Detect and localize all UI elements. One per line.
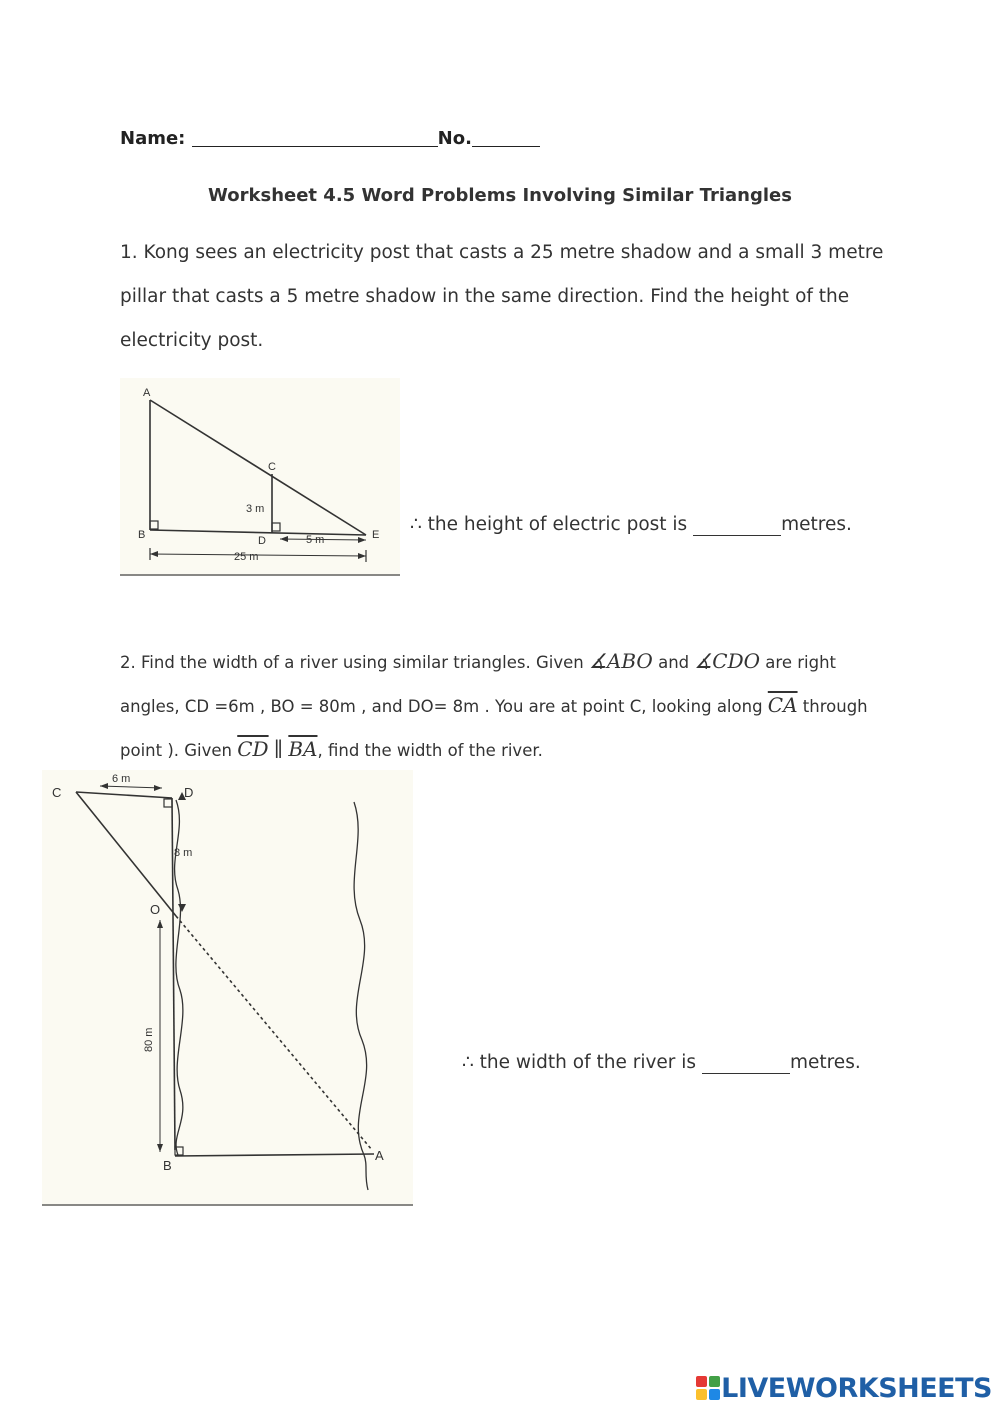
fig2-label-a: A: [375, 1148, 384, 1163]
number-label: No.: [437, 128, 472, 149]
logo-text: LIVEWORKSHEETS: [721, 1372, 992, 1404]
fig2-dim-8m: 8 m: [174, 847, 193, 859]
right-angle-b: [150, 521, 158, 529]
fig2-label-b: B: [163, 1158, 172, 1173]
angle-abo: ∡ABO: [588, 649, 653, 673]
ba-line: [175, 1154, 374, 1156]
logo-grid-icon: [695, 1375, 721, 1401]
q2-answer-prefix: ∴ the width of the river is: [462, 1052, 697, 1073]
river-triangle-figure: [42, 770, 413, 1206]
q2-line1-text-a: 2. Find the width of a river using similar triangles. Given: [120, 653, 584, 672]
q2-answer-suffix: metres.: [789, 1052, 861, 1073]
fig1-dim-5m: 5 m: [306, 534, 325, 546]
fig1-dim-25m: 25 m: [234, 551, 259, 563]
oa-sight-line: [176, 916, 372, 1150]
segment-cd: $\overline{CD}$: [237, 737, 269, 761]
q2-answer-line: [462, 1052, 861, 1074]
q2-line-1: [120, 640, 900, 684]
question-1-text: [120, 231, 900, 363]
fig1-label-a: A: [143, 387, 151, 399]
dim-6m-line: [100, 786, 162, 788]
fig2-dim-6m: 6 m: [112, 773, 131, 785]
q2-line1-text-b: and: [658, 653, 690, 672]
q1-answer-input[interactable]: [693, 517, 781, 536]
right-angle-d: [272, 523, 280, 531]
segment-ba: $\overline{BA}$: [288, 737, 318, 761]
q1-answer-line: [410, 514, 852, 536]
name-label: Name:: [120, 128, 186, 149]
q1-answer-prefix: ∴ the height of electric post is: [410, 514, 688, 535]
worksheet-title: Worksheet 4.5 Word Problems Involving Similar Triangles: [208, 185, 792, 206]
q2-line-3: [120, 728, 900, 772]
q2-line2-text-a: angles, CD =6m , BO = 80m , and DO= 8m . You are at point C, looking along: [120, 697, 763, 716]
fig1-label-b: B: [138, 529, 146, 541]
parallel-symbol: ∥: [273, 737, 284, 761]
q1-answer-suffix: metres.: [781, 514, 852, 535]
name-blank: [192, 128, 438, 147]
fig1-label-d: D: [258, 535, 266, 547]
q2-line-2: [120, 684, 900, 728]
far-river-bank: [354, 802, 368, 1190]
fig1-dim-3m: 3 m: [246, 503, 265, 515]
q1-line-1: 1. Kong sees an electricity post that casts a 25 metre shadow and a small 3 metre: [120, 242, 884, 263]
number-blank: [472, 128, 540, 147]
fig2-dim-80m: 80 m: [143, 1027, 155, 1052]
shadow-triangle-figure: [120, 378, 400, 576]
angle-cdo: ∡CDO: [694, 649, 761, 673]
q2-line1-text-c: are right: [765, 653, 836, 672]
fig2-label-d: D: [184, 785, 194, 800]
q2-line3-text-a: point ). Given: [120, 741, 232, 760]
co-line: [76, 792, 176, 916]
right-angle-d2: [164, 799, 172, 807]
fig1-label-c: C: [268, 461, 276, 473]
q2-line2-text-b: through: [802, 697, 868, 716]
q1-line-3: electricity post.: [120, 330, 264, 351]
q2-line3-text-b: , find the width of the river.: [317, 741, 543, 760]
q2-answer-input[interactable]: [702, 1055, 790, 1074]
liveworksheets-logo: [695, 1371, 992, 1405]
q1-line-2: pillar that casts a 5 metre shadow in the same direction. Find the height of the: [120, 286, 850, 307]
fig1-label-e: E: [372, 529, 380, 541]
fig2-label-c: C: [52, 785, 62, 800]
segment-ca: $\overline{CA}$: [767, 693, 798, 717]
student-header: [120, 128, 540, 149]
cd-line: [76, 792, 172, 798]
question-2-text: [120, 640, 900, 772]
fig2-label-o: O: [150, 902, 161, 917]
